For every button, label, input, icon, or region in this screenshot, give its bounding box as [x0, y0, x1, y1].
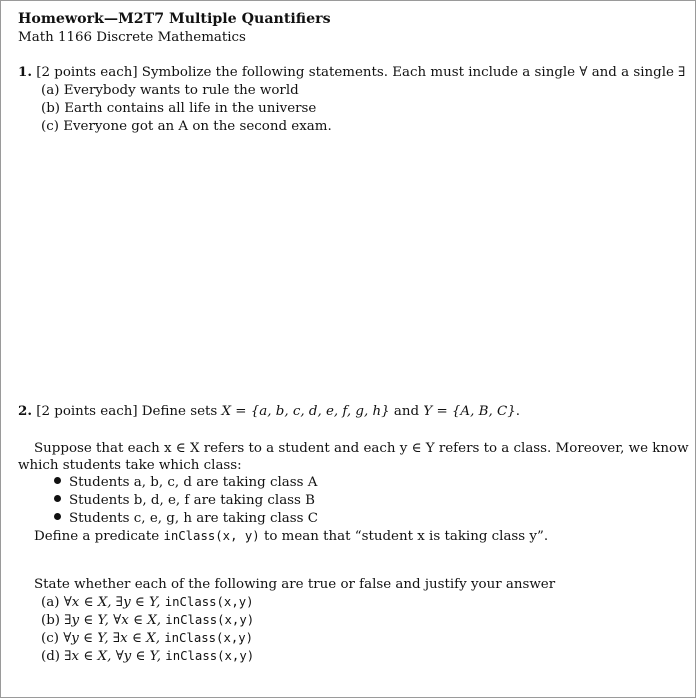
statement-predicate: inClass(x,y) — [164, 595, 254, 609]
and-word: and — [389, 404, 424, 419]
q2-number: 2. — [18, 403, 32, 419]
bullet-dot — [54, 495, 61, 502]
state-instruction: State whether each of the following are true or false and justify your answer — [34, 577, 556, 592]
q1-item-b: (b) Earth contains all life in the universe — [41, 101, 317, 116]
statement-label: (b) — [41, 613, 61, 628]
define-prefix: Define a predicate — [34, 529, 164, 544]
q2-paragraph-line-1: Suppose that each x ∈ X refers to a student and each y ∈ Y refers to a class. Moreover, we know — [34, 441, 689, 456]
predicate-name: inClass(x, y) — [163, 529, 260, 543]
statement-label: (d) — [41, 649, 61, 664]
q2-intro-period: . — [515, 404, 521, 419]
q1-intro-text: [2 points each] Symbolize the following statements. Each must include a single ∀ and a single ∃ — [36, 65, 686, 80]
statement-quantifiers: ∃x ∈ X, ∀y ∈ Y, — [64, 649, 162, 664]
bullet-text: Students b, d, e, f are taking class B — [69, 493, 316, 508]
bullet-text: Students a, b, c, d are taking class A — [69, 475, 318, 490]
page-title: Homework—M2T7 Multiple Quantifiers — [18, 11, 331, 27]
q2-intro-text: [2 points each] Define sets — [36, 404, 222, 419]
q1-intro — [18, 64, 685, 81]
predicate-definition — [34, 528, 548, 545]
bullet-item — [54, 474, 317, 491]
q1-item-a: (a) Everybody wants to rule the world — [41, 83, 299, 98]
statement-predicate: inClass(x,y) — [165, 649, 255, 663]
statement-label: (c) — [41, 631, 59, 646]
define-suffix: to mean that “student x is taking class y”. — [259, 529, 549, 544]
statement-item — [41, 648, 254, 665]
bullet-item — [54, 492, 315, 509]
statement-item — [41, 630, 253, 647]
q1-item-c: (c) Everyone got an A on the second exam. — [41, 119, 332, 134]
statement-label: (a) — [41, 595, 60, 610]
set-x-definition: X = {a, b, c, d, e, f, g, h} — [221, 404, 390, 419]
statement-item — [41, 612, 254, 629]
bullet-text: Students c, e, g, h are taking class C — [69, 511, 319, 526]
bullet-dot — [54, 477, 61, 484]
course-name: Math 1166 Discrete Mathematics — [18, 30, 246, 45]
statement-predicate: inClass(x,y) — [165, 613, 255, 627]
statement-quantifiers: ∀x ∈ X, ∃y ∈ Y, — [63, 595, 161, 610]
statement-item — [41, 594, 254, 611]
q1-number: 1. — [18, 64, 32, 80]
statement-predicate: inClass(x,y) — [164, 631, 254, 645]
q2-paragraph-line-2: which students take which class: — [18, 458, 242, 473]
statement-quantifiers: ∃y ∈ Y, ∀x ∈ X, — [64, 613, 162, 628]
bullet-dot — [54, 513, 61, 520]
q2-intro — [18, 403, 520, 420]
bullet-item — [54, 510, 318, 527]
set-y-definition: Y = {A, B, C} — [423, 404, 516, 419]
statement-quantifiers: ∀y ∈ Y, ∃x ∈ X, — [63, 631, 160, 646]
